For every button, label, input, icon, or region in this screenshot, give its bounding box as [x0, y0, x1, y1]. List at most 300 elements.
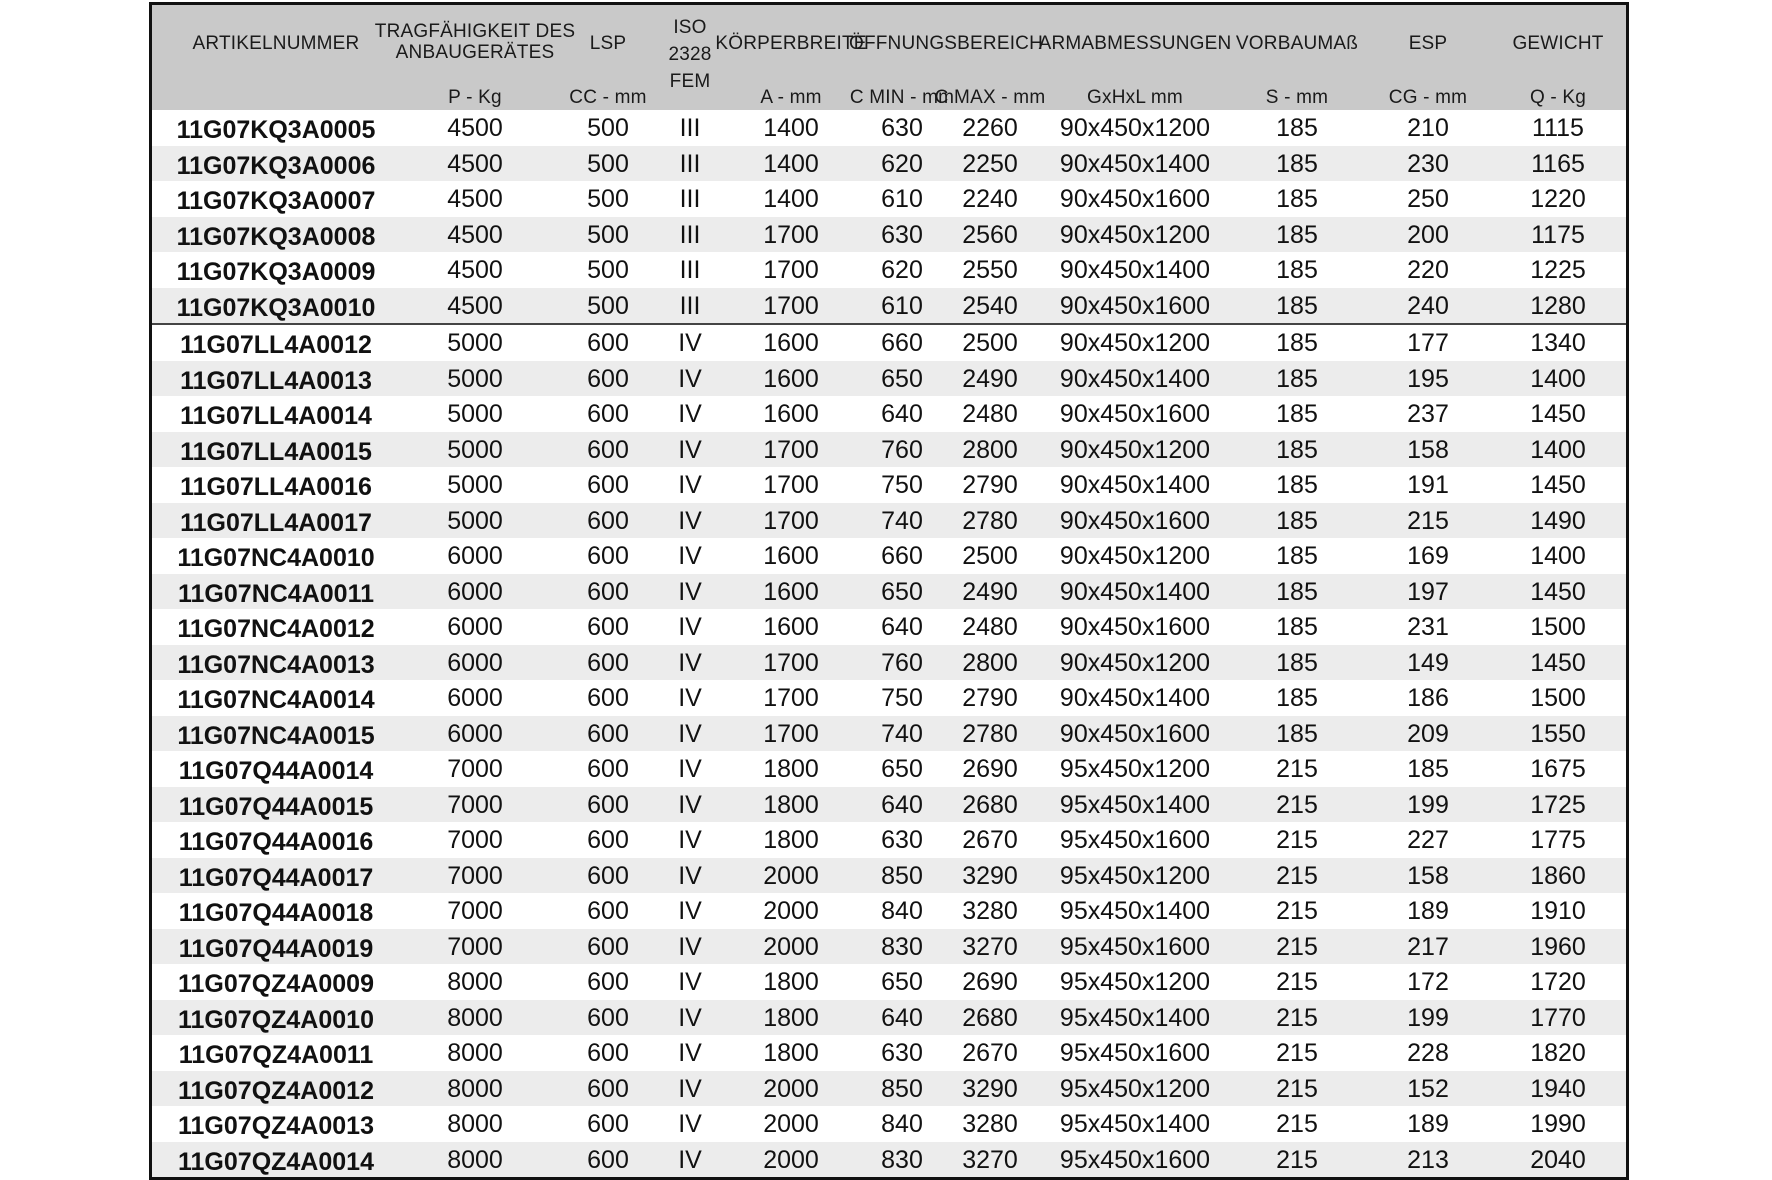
cell-c-max: 2670: [962, 1039, 1018, 1067]
cell-artikelnummer: 11G07LL4A0014: [180, 402, 372, 430]
cell-gxhxl: 90x450x1600: [1059, 185, 1211, 213]
cell-a-mm: 1800: [763, 790, 819, 819]
cell-c-max: 2800: [962, 648, 1018, 677]
cell-cg-mm: 199: [1407, 1003, 1449, 1032]
cell-q-kg: 1450: [1530, 577, 1586, 606]
cell-gxhxl: 90x450x1200: [1059, 114, 1211, 142]
cell-a-mm: 1700: [763, 291, 819, 320]
cell-c-min: 640: [881, 790, 923, 819]
cell-artikelnummer: 11G07QZ4A0010: [178, 1005, 374, 1034]
cell-gxhxl: 90x450x1400: [1059, 364, 1211, 393]
cell-a-mm: 1800: [763, 826, 819, 854]
unit-gxhxl: GxHxL mm: [1087, 87, 1183, 108]
cell-cg-mm: 231: [1407, 613, 1449, 641]
cell-gxhxl: 95x450x1400: [1059, 897, 1211, 925]
cell-artikelnummer: 11G07QZ4A0009: [178, 970, 374, 998]
cell-c-min: 630: [881, 1039, 923, 1067]
cell-c-max: 2790: [962, 471, 1018, 499]
table-row: [152, 1142, 1626, 1178]
col-header-oeffnungsbereich: ÖFFNUNGSBEREICH: [848, 33, 1044, 54]
cell-q-kg: 1960: [1530, 932, 1586, 961]
cell-a-mm: 1600: [763, 364, 819, 393]
cell-gxhxl: 90x450x1600: [1059, 506, 1211, 535]
cell-a-mm: 1800: [763, 1003, 819, 1032]
cell-q-kg: 1720: [1530, 968, 1586, 996]
cell-artikelnummer: 11G07KQ3A0010: [176, 293, 376, 322]
cell-a-mm: 1700: [763, 471, 819, 499]
cell-iso-fem: III: [679, 149, 701, 178]
cell-p-kg: 6000: [447, 719, 503, 748]
cell-s-mm: 215: [1276, 755, 1318, 783]
cell-cc-mm: 500: [587, 185, 629, 213]
cell-cg-mm: 195: [1407, 364, 1449, 393]
table-row: [152, 787, 1626, 823]
cell-cg-mm: 228: [1407, 1039, 1449, 1067]
cell-p-kg: 7000: [447, 861, 503, 890]
cell-cc-mm: 600: [587, 932, 629, 961]
col-header-vorbaumass: VORBAUMAß: [1235, 33, 1359, 54]
cell-s-mm: 185: [1276, 435, 1318, 464]
cell-c-min: 640: [881, 1003, 923, 1032]
cell-s-mm: 185: [1276, 542, 1318, 570]
cell-s-mm: 185: [1276, 684, 1318, 712]
cell-artikelnummer: 11G07LL4A0017: [180, 508, 372, 537]
cell-a-mm: 1800: [763, 755, 819, 783]
cell-c-min: 830: [881, 932, 923, 961]
cell-c-max: 3280: [962, 1110, 1018, 1138]
cell-artikelnummer: 11G07KQ3A0006: [176, 151, 376, 180]
cell-c-min: 620: [881, 256, 923, 284]
cell-a-mm: 1600: [763, 329, 819, 357]
col-header-iso-line1: ISO: [673, 17, 707, 38]
cell-cg-mm: 189: [1407, 897, 1449, 925]
cell-q-kg: 1770: [1530, 1003, 1586, 1032]
table-row: [152, 858, 1626, 894]
table-row: [152, 217, 1626, 253]
col-header-tragfaehigkeit-line1: TRAGFÄHIGKEIT DES: [374, 21, 576, 42]
cell-a-mm: 1700: [763, 506, 819, 535]
cell-iso-fem: III: [679, 220, 701, 249]
cell-q-kg: 1500: [1530, 613, 1586, 641]
unit-a: A - mm: [760, 87, 822, 108]
table-row: [152, 1071, 1626, 1107]
table-row: [152, 645, 1626, 681]
cell-q-kg: 1400: [1530, 364, 1586, 393]
cell-c-max: 2780: [962, 506, 1018, 535]
cell-c-min: 610: [881, 291, 923, 320]
cell-q-kg: 1400: [1530, 542, 1586, 570]
cell-q-kg: 1725: [1530, 790, 1586, 819]
cell-c-max: 2680: [962, 790, 1018, 819]
cell-iso-fem: IV: [678, 577, 702, 606]
cell-c-min: 660: [881, 329, 923, 357]
cell-cc-mm: 500: [587, 220, 629, 249]
cell-a-mm: 2000: [763, 932, 819, 961]
cell-s-mm: 185: [1276, 577, 1318, 606]
cell-cg-mm: 240: [1407, 291, 1449, 320]
cell-cc-mm: 600: [587, 861, 629, 890]
cell-p-kg: 5000: [447, 400, 503, 428]
cell-q-kg: 1675: [1530, 755, 1586, 783]
cell-gxhxl: 90x450x1200: [1059, 220, 1211, 249]
table-row: [152, 467, 1626, 503]
table-row: [152, 396, 1626, 432]
cell-cc-mm: 600: [587, 1039, 629, 1067]
cell-gxhxl: 95x450x1400: [1059, 790, 1211, 819]
cell-s-mm: 185: [1276, 185, 1318, 213]
cell-c-min: 840: [881, 1110, 923, 1138]
table-row: [152, 893, 1626, 929]
cell-c-max: 3290: [962, 861, 1018, 890]
cell-cc-mm: 600: [587, 1074, 629, 1103]
cell-cg-mm: 213: [1407, 1145, 1449, 1174]
cell-c-max: 2680: [962, 1003, 1018, 1032]
col-header-artikelnummer: ARTIKELNUMMER: [192, 33, 360, 54]
cell-c-max: 3280: [962, 897, 1018, 925]
cell-p-kg: 7000: [447, 932, 503, 961]
cell-cg-mm: 149: [1407, 648, 1449, 677]
cell-p-kg: 8000: [447, 968, 503, 996]
col-header-koerperbreite: KÖRPERBREITE: [715, 33, 867, 54]
table-header: [152, 5, 1626, 110]
cell-q-kg: 1550: [1530, 719, 1586, 748]
cell-gxhxl: 95x450x1400: [1059, 1110, 1211, 1138]
cell-c-max: 2670: [962, 826, 1018, 854]
cell-iso-fem: IV: [678, 790, 702, 819]
cell-c-min: 650: [881, 364, 923, 393]
cell-c-max: 3270: [962, 932, 1018, 961]
cell-q-kg: 1820: [1530, 1039, 1586, 1067]
cell-p-kg: 6000: [447, 542, 503, 570]
cell-iso-fem: IV: [678, 684, 702, 712]
cell-p-kg: 5000: [447, 435, 503, 464]
cell-iso-fem: IV: [678, 897, 702, 925]
table-row: [152, 361, 1626, 397]
cell-artikelnummer: 11G07NC4A0011: [178, 579, 374, 608]
cell-a-mm: 1700: [763, 648, 819, 677]
cell-cg-mm: 237: [1407, 400, 1449, 428]
cell-iso-fem: IV: [678, 613, 702, 641]
cell-cg-mm: 186: [1407, 684, 1449, 712]
cell-cg-mm: 200: [1407, 220, 1449, 249]
cell-gxhxl: 95x450x1200: [1059, 755, 1211, 783]
cell-gxhxl: 95x450x1200: [1059, 968, 1211, 996]
table-row: [152, 822, 1626, 858]
cell-cc-mm: 600: [587, 719, 629, 748]
cell-cc-mm: 600: [587, 897, 629, 925]
table-row: [152, 110, 1626, 146]
cell-q-kg: 1175: [1531, 220, 1585, 249]
cell-q-kg: 1490: [1530, 506, 1586, 535]
cell-iso-fem: IV: [678, 400, 702, 428]
cell-q-kg: 1450: [1530, 400, 1586, 428]
cell-c-max: 2490: [962, 577, 1018, 606]
cell-gxhxl: 90x450x1400: [1059, 149, 1211, 178]
cell-p-kg: 8000: [447, 1039, 503, 1067]
cell-c-min: 650: [881, 755, 923, 783]
cell-a-mm: 1400: [763, 114, 819, 142]
cell-c-min: 640: [881, 613, 923, 641]
cell-artikelnummer: 11G07KQ3A0007: [176, 187, 376, 215]
table-row: [152, 1035, 1626, 1071]
cell-iso-fem: III: [679, 291, 701, 320]
table-row: [152, 538, 1626, 574]
cell-gxhxl: 90x450x1400: [1059, 577, 1211, 606]
cell-gxhxl: 95x450x1200: [1059, 1074, 1211, 1103]
cell-a-mm: 1700: [763, 684, 819, 712]
unit-cmin: C MIN - mm: [849, 87, 955, 108]
cell-c-max: 2260: [962, 114, 1018, 142]
cell-p-kg: 5000: [447, 506, 503, 535]
cell-cc-mm: 500: [587, 149, 629, 178]
cell-q-kg: 1860: [1530, 861, 1586, 890]
cell-gxhxl: 90x450x1600: [1059, 719, 1211, 748]
cell-c-max: 2560: [962, 220, 1018, 249]
cell-artikelnummer: 11G07Q44A0014: [178, 757, 374, 785]
table-row: [152, 1000, 1626, 1036]
cell-c-min: 650: [881, 577, 923, 606]
cell-c-min: 840: [881, 897, 923, 925]
cell-q-kg: 1115: [1532, 114, 1584, 142]
cell-cc-mm: 600: [587, 542, 629, 570]
table-row: [152, 680, 1626, 716]
cell-c-min: 760: [881, 435, 923, 464]
cell-p-kg: 6000: [447, 648, 503, 677]
cell-cg-mm: 189: [1407, 1110, 1449, 1138]
cell-cc-mm: 600: [587, 968, 629, 996]
cell-a-mm: 2000: [763, 1145, 819, 1174]
cell-iso-fem: IV: [678, 861, 702, 890]
cell-artikelnummer: 11G07QZ4A0011: [178, 1041, 374, 1069]
cell-cc-mm: 600: [587, 613, 629, 641]
cell-p-kg: 4500: [447, 256, 503, 284]
cell-cg-mm: 158: [1407, 861, 1449, 890]
cell-cc-mm: 500: [587, 114, 629, 142]
cell-s-mm: 185: [1276, 648, 1318, 677]
cell-iso-fem: IV: [678, 471, 702, 499]
cell-q-kg: 1990: [1530, 1110, 1586, 1138]
cell-cg-mm: 197: [1407, 577, 1449, 606]
unit-p: P - Kg: [448, 87, 502, 108]
cell-artikelnummer: 11G07NC4A0015: [177, 721, 375, 750]
cell-q-kg: 1450: [1530, 471, 1586, 499]
cell-a-mm: 1700: [763, 220, 819, 249]
cell-a-mm: 1600: [763, 613, 819, 641]
cell-p-kg: 8000: [447, 1074, 503, 1103]
cell-iso-fem: IV: [678, 1110, 702, 1138]
cell-p-kg: 6000: [447, 613, 503, 641]
table-row: [152, 288, 1626, 324]
cell-iso-fem: IV: [678, 1074, 702, 1103]
cell-c-max: 2480: [962, 400, 1018, 428]
cell-c-min: 750: [881, 471, 923, 499]
col-header-gewicht: GEWICHT: [1512, 33, 1604, 54]
cell-iso-fem: III: [679, 256, 701, 284]
cell-p-kg: 4500: [447, 291, 503, 320]
cell-cc-mm: 600: [587, 577, 629, 606]
cell-c-min: 650: [881, 968, 923, 996]
cell-p-kg: 4500: [447, 185, 503, 213]
cell-gxhxl: 90x450x1400: [1059, 684, 1211, 712]
table-row: [152, 964, 1626, 1000]
cell-q-kg: 1225: [1530, 256, 1586, 284]
cell-a-mm: 2000: [763, 897, 819, 925]
cell-gxhxl: 95x450x1600: [1059, 826, 1211, 854]
cell-gxhxl: 95x450x1600: [1059, 1039, 1211, 1067]
cell-artikelnummer: 11G07Q44A0015: [178, 792, 374, 821]
col-header-armabmessungen: ARMABMESSUNGEN: [1038, 33, 1232, 54]
table-row: [152, 929, 1626, 965]
cell-s-mm: 215: [1276, 1074, 1318, 1103]
cell-gxhxl: 90x450x1600: [1059, 291, 1211, 320]
cell-artikelnummer: 11G07NC4A0014: [177, 686, 375, 714]
cell-c-max: 2500: [962, 329, 1018, 357]
cell-q-kg: 1940: [1530, 1074, 1586, 1103]
table-row: [152, 751, 1626, 787]
cell-q-kg: 1400: [1530, 435, 1586, 464]
cell-iso-fem: III: [679, 185, 701, 213]
unit-q: Q - Kg: [1529, 87, 1587, 108]
cell-iso-fem: IV: [678, 1145, 702, 1174]
cell-iso-fem: IV: [678, 826, 702, 854]
cell-artikelnummer: 11G07Q44A0017: [178, 863, 374, 892]
cell-cc-mm: 600: [587, 648, 629, 677]
cell-s-mm: 185: [1276, 291, 1318, 320]
unit-s: S - mm: [1265, 87, 1329, 108]
cell-gxhxl: 90x450x1400: [1059, 471, 1211, 499]
cell-cg-mm: 172: [1407, 968, 1449, 996]
cell-iso-fem: III: [679, 114, 701, 142]
cell-c-max: 3290: [962, 1074, 1018, 1103]
cell-p-kg: 8000: [447, 1003, 503, 1032]
table-row: [152, 252, 1626, 288]
table-body: [152, 110, 1626, 1177]
cell-c-max: 3270: [962, 1145, 1018, 1174]
cell-a-mm: 1700: [763, 435, 819, 464]
cell-artikelnummer: 11G07NC4A0012: [177, 615, 375, 643]
table-row: [152, 574, 1626, 610]
cell-gxhxl: 95x450x1600: [1059, 1145, 1211, 1174]
cell-c-min: 750: [881, 684, 923, 712]
cell-cc-mm: 600: [587, 435, 629, 464]
cell-c-min: 850: [881, 1074, 923, 1103]
cell-s-mm: 185: [1276, 256, 1318, 284]
cell-a-mm: 1400: [763, 185, 819, 213]
cell-gxhxl: 95x450x1600: [1059, 932, 1211, 961]
cell-s-mm: 215: [1276, 861, 1318, 890]
cell-s-mm: 215: [1276, 932, 1318, 961]
cell-p-kg: 5000: [447, 364, 503, 393]
cell-cg-mm: 191: [1407, 471, 1449, 499]
cell-cc-mm: 600: [587, 1003, 629, 1032]
col-header-esp: ESP: [1408, 33, 1448, 54]
cell-a-mm: 2000: [763, 1110, 819, 1138]
cell-gxhxl: 90x450x1600: [1059, 613, 1211, 641]
cell-cc-mm: 600: [587, 1145, 629, 1174]
cell-c-min: 610: [881, 185, 923, 213]
cell-cg-mm: 250: [1407, 185, 1449, 213]
cell-q-kg: 1910: [1530, 897, 1586, 925]
cell-a-mm: 1800: [763, 968, 819, 996]
cell-artikelnummer: 11G07LL4A0013: [180, 366, 372, 395]
cell-c-max: 2780: [962, 719, 1018, 748]
cell-c-min: 740: [881, 719, 923, 748]
cell-p-kg: 7000: [447, 826, 503, 854]
cell-s-mm: 185: [1276, 364, 1318, 393]
cell-c-max: 2540: [962, 291, 1018, 320]
cell-iso-fem: IV: [678, 1003, 702, 1032]
cell-s-mm: 185: [1276, 329, 1318, 357]
col-header-iso-line2: 2328: [668, 44, 712, 65]
cell-c-max: 2500: [962, 542, 1018, 570]
cell-p-kg: 4500: [447, 220, 503, 249]
cell-p-kg: 5000: [447, 329, 503, 357]
table-row: [152, 181, 1626, 217]
cell-artikelnummer: 11G07LL4A0016: [180, 473, 372, 501]
cell-c-max: 2550: [962, 256, 1018, 284]
cell-a-mm: 1800: [763, 1039, 819, 1067]
cell-gxhxl: 90x450x1200: [1059, 648, 1211, 677]
cell-cc-mm: 600: [587, 755, 629, 783]
cell-p-kg: 7000: [447, 790, 503, 819]
cell-s-mm: 215: [1276, 968, 1318, 996]
cell-gxhxl: 95x450x1200: [1059, 861, 1211, 890]
cell-cc-mm: 600: [587, 329, 629, 357]
cell-cg-mm: 210: [1407, 114, 1449, 142]
cell-c-max: 2690: [962, 755, 1018, 783]
cell-c-min: 760: [881, 648, 923, 677]
cell-iso-fem: IV: [678, 932, 702, 961]
cell-a-mm: 1700: [763, 719, 819, 748]
cell-cg-mm: 230: [1407, 149, 1449, 178]
cell-iso-fem: IV: [678, 506, 702, 535]
cell-iso-fem: IV: [678, 435, 702, 464]
cell-q-kg: 1450: [1530, 648, 1586, 677]
cell-artikelnummer: 11G07LL4A0015: [180, 437, 372, 466]
cell-cg-mm: 169: [1407, 542, 1449, 570]
cell-cg-mm: 199: [1407, 790, 1449, 819]
cell-cc-mm: 600: [587, 790, 629, 819]
cell-gxhxl: 95x450x1400: [1059, 1003, 1211, 1032]
cell-p-kg: 8000: [447, 1110, 503, 1138]
cell-cg-mm: 152: [1407, 1074, 1449, 1103]
cell-s-mm: 215: [1276, 1145, 1318, 1174]
cell-q-kg: 1340: [1530, 329, 1586, 357]
cell-p-kg: 8000: [447, 1145, 503, 1174]
table-row: [152, 323, 1626, 361]
cell-a-mm: 1600: [763, 542, 819, 570]
cell-iso-fem: IV: [678, 542, 702, 570]
unit-cmax: C MAX - mm: [934, 87, 1046, 108]
table-row: [152, 146, 1626, 182]
table-row: [152, 432, 1626, 468]
cell-artikelnummer: 11G07Q44A0019: [178, 934, 374, 963]
cell-cg-mm: 215: [1407, 506, 1449, 535]
cell-c-min: 740: [881, 506, 923, 535]
cell-artikelnummer: 11G07KQ3A0005: [176, 116, 376, 144]
cell-cg-mm: 217: [1407, 932, 1449, 961]
cell-c-max: 2250: [962, 149, 1018, 178]
cell-p-kg: 4500: [447, 114, 503, 142]
cell-a-mm: 2000: [763, 1074, 819, 1103]
cell-c-max: 2800: [962, 435, 1018, 464]
cell-q-kg: 1220: [1530, 185, 1586, 213]
table-row: [152, 716, 1626, 752]
cell-artikelnummer: 11G07KQ3A0008: [176, 222, 376, 251]
cell-gxhxl: 90x450x1200: [1059, 329, 1211, 357]
cell-artikelnummer: 11G07NC4A0010: [177, 544, 375, 572]
cell-artikelnummer: 11G07KQ3A0009: [176, 258, 376, 286]
